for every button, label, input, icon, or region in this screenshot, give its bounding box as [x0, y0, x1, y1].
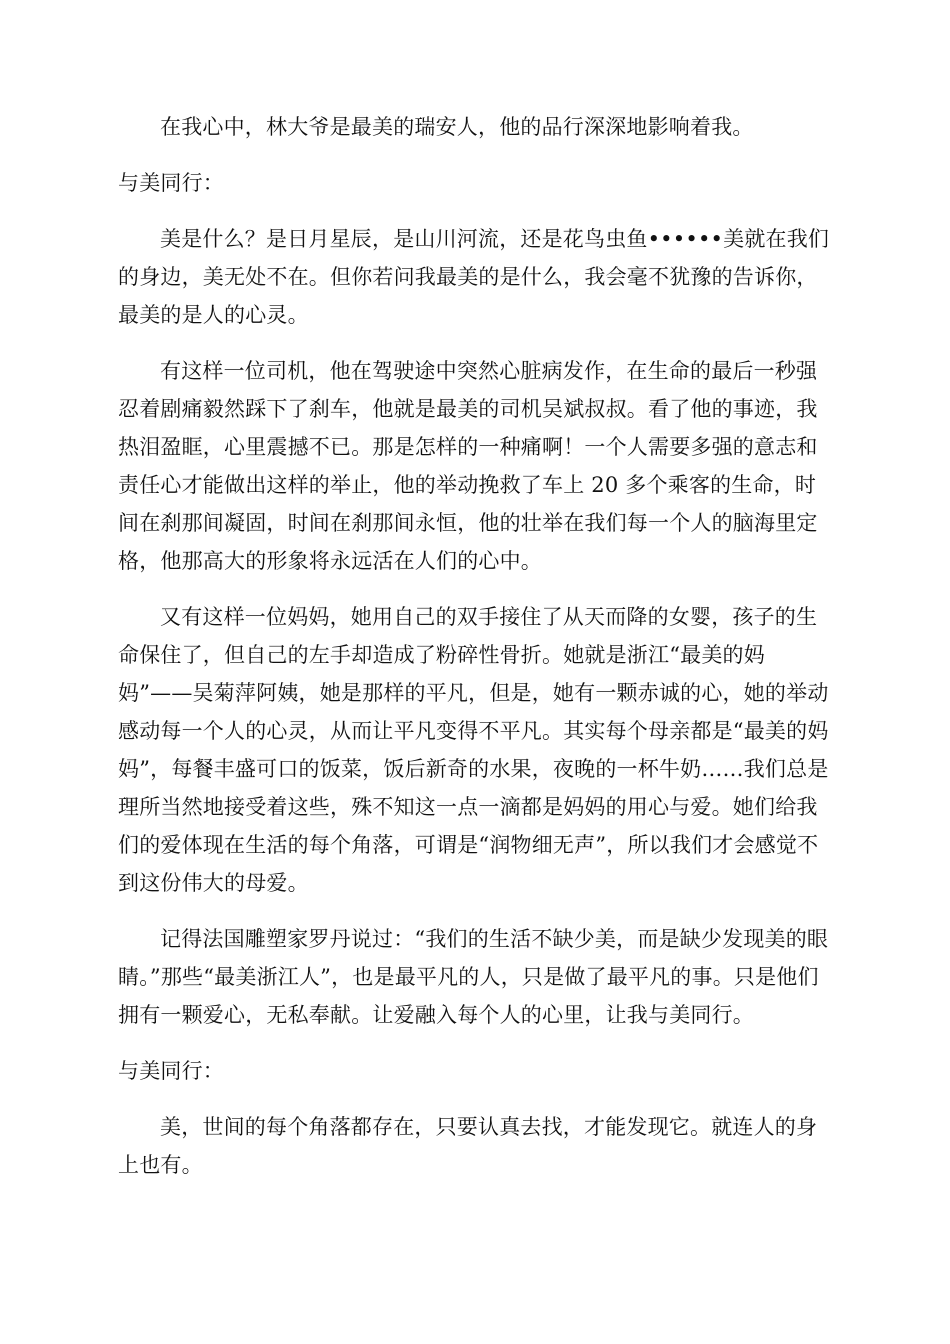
section-heading-1: 与美同行：	[118, 171, 224, 195]
paragraph-1: 在我心中，林大爷是最美的瑞安人，他的品行深深地影响着我。	[160, 115, 754, 139]
paragraph-3: 有这样一位司机，他在驾驶途中突然心脏病发作，在生命的最后一秒强忍着剧痛毅然踩下了刹车，他就是最美的司机吴斌叔叔。看了他的事迹，我热泪盈眶，心里震撼不已。那是怎样的一种痛啊！一个人需要多强的意志和责任心才能做出这样的举止，他的举动挽救了车上 20 多个乘客的生命，时间在刹那间凝固，时间在刹那间永恒，他的壮举在我们每一个人的脑海里定格，他那高大的形象将永远活在人们的心中。	[118, 359, 818, 573]
paragraph-5: 记得法国雕塑家罗丹说过：“我们的生活不缺少美，而是缺少发现美的眼睛。”那些“最美浙江人”，也是最平凡的人，只是做了最平凡的事。只是他们拥有一颗爱心，无私奉献。让爱融入每个人的心里，让我与美同行。	[118, 927, 829, 1027]
section-heading-2: 与美同行：	[118, 1059, 224, 1083]
paragraph-4: 又有这样一位妈妈，她用自己的双手接住了从天而降的女婴，孩子的生命保住了，但自己的左手却造成了粉碎性骨折。她就是浙江“最美的妈妈”——吴菊萍阿姨，她是那样的平凡，但是，她有一颗赤诚的心，她的举动感动每一个人的心灵，从而让平凡变得不平凡。其实每个母亲都是“最美的妈妈”，每餐丰盛可口的饭菜，饭后新奇的水果，夜晚的一杯牛奶……我们总是理所当然地接受着这些，殊不知这一点一滴都是妈妈的用心与爱。她们给我们的爱体现在生活的每个角落，可谓是“润物细无声”，所以我们才会感觉不到这份伟大的母爱。	[118, 605, 829, 895]
paragraph-6: 美，世间的每个角落都存在，只要认真去找，才能发现它。就连人的身上也有。	[118, 1115, 818, 1177]
document-body	[118, 108, 834, 1202]
paragraph-2: 美是什么？是日月星辰，是山川河流，还是花鸟虫鱼••••••美就在我们的身边，美无处不在。但你若问我最美的是什么，我会毫不犹豫的告诉你，最美的是人的心灵。	[118, 227, 830, 327]
